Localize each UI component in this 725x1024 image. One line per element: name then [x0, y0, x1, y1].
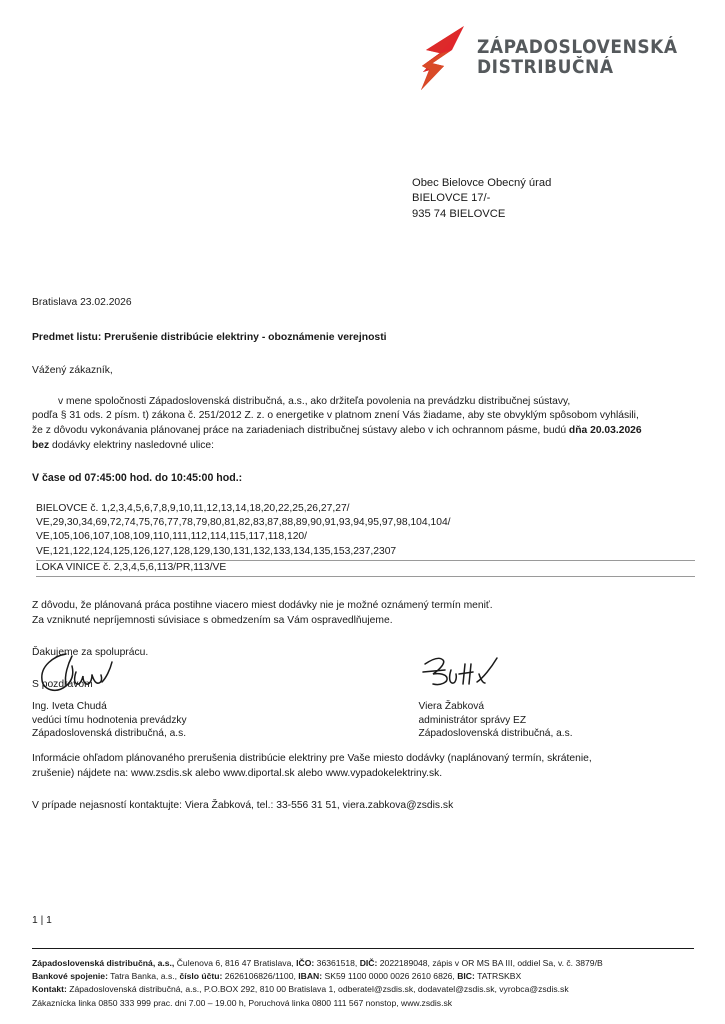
footer-divider	[32, 948, 694, 949]
page-number: 1 | 1	[32, 915, 52, 926]
signatory-role: administrátor správy EZ	[418, 714, 527, 726]
footer-dic-label: DIČ:	[359, 958, 378, 968]
main-paragraph	[32, 395, 695, 453]
signature-column-right	[419, 650, 593, 741]
letter-subject: Predmet listu: Prerušenie distribúcie elektriny - oboznámenie verejnosti	[32, 331, 387, 343]
street-line: VE,105,106,107,108,109,110,111,112,114,115,117,118,120/	[36, 531, 308, 543]
para1-line-1: v mene spoločnosti Západoslovenská distribučná, a.s., ako držiteľa povolenia na prevádzku distribučnej sústavy,	[58, 395, 571, 407]
footer-line-contact	[32, 983, 712, 996]
company-logo	[420, 26, 695, 90]
regards-line: S pozdravom	[32, 679, 93, 691]
footer-company-name: Západoslovenská distribučná, a.s.,	[32, 958, 175, 968]
footer-bic-value: TATRSKBX	[474, 971, 522, 982]
footer-ico-value: 36361518,	[314, 958, 360, 968]
info-line-1: Informácie ohľadom plánovaného prerušenia distribúcie elektriny pre Vaše miesto dodávky (naplánovaný termín, skrátenie,	[32, 753, 592, 764]
logo-line-1: ZÁPADOSLOVENSKÁ	[476, 37, 678, 59]
street-line: VE,121,122,124,125,126,127,128,129,130,131,132,133,134,135,153,237,2307	[36, 545, 397, 557]
para1-line-3: že z dôvodu vykonávania plánovanej práce na zariadeniach distribučnej sústavy alebo v ich ochrannom pásme, budú	[32, 424, 569, 436]
logo-line-2: DISTRIBUČNÁ	[476, 57, 614, 78]
footer-bic-label: BIC:	[457, 971, 475, 982]
signatory-details-right	[419, 700, 593, 741]
street-group	[36, 561, 695, 577]
street-line: LOKA VINICE č. 2,3,4,5,6,113/PR,113/VE	[36, 561, 227, 573]
para2-line-2: Za vzniknuté nepríjemnosti súvisiace s obmedzením sa Vám ospravedlňujeme.	[32, 614, 393, 626]
footer-iban-value: SK59 1100 0000 0026 2610 6826,	[322, 971, 458, 982]
closing-paragraph	[32, 599, 695, 628]
recipient-address	[412, 176, 551, 222]
additional-information	[32, 752, 697, 814]
footer-contact-value: Západoslovenská distribučná, a.s., P.O.BOX 292, 810 00 Bratislava 1, odberatel@zsdis.sk, dodavatel@zsdis.sk, vyrobca@zsdis.sk	[66, 984, 569, 995]
outage-date: dňa 20.03.2026	[568, 424, 642, 436]
footer-iban-label: IBAN:	[298, 971, 323, 982]
footer-ico-label: IČO:	[296, 958, 315, 968]
place-and-date: Bratislava 23.02.2026	[32, 297, 132, 308]
para2-line-1: Z dôvodu, že plánovaná práca postihne viacero miest dodávky nie je možné oznámený termín meniť.	[32, 600, 493, 612]
address-line-1: Obec Bielovce Obecný úrad	[412, 177, 552, 189]
signatory-role: vedúci tímu hodnotenia prevádzky	[32, 714, 187, 726]
signatory-details-left	[32, 700, 206, 741]
street-group	[36, 502, 695, 561]
lightning-bolt-icon	[420, 26, 466, 90]
affected-streets-list	[32, 502, 695, 577]
footer-bank-name: Tatra Banka, a.s.,	[107, 971, 180, 982]
signatory-name: Ing. Iveta Chudá	[32, 701, 107, 712]
signature-image-iveta-chuda	[32, 650, 206, 698]
signature-block	[32, 650, 592, 741]
footer-contact-label: Kontakt:	[32, 984, 67, 995]
footer-line-company	[32, 957, 712, 970]
footer-company-address: Čulenova 6, 816 47 Bratislava,	[174, 958, 297, 968]
salutation: Vážený zákazník,	[32, 365, 113, 377]
outage-time-range: V čase od 07:45:00 hod. do 10:45:00 hod.:	[32, 472, 243, 485]
footer-account-value: 2626106826/1100,	[222, 971, 299, 982]
street-line: BIELOVCE č. 1,2,3,4,5,6,7,8,9,10,11,12,13,14,18,20,22,25,26,27,27/	[36, 502, 350, 514]
footer-line-hotlines: Zákaznícka linka 0850 333 999 prac. dni 7.00 – 19.00 h, Poruchová linka 0800 111 567 nonstop, www.zsdis.sk	[32, 997, 453, 1008]
address-line-3: 935 74 BIELOVCE	[412, 207, 506, 220]
footer-bank-label: Bankové spojenie:	[32, 971, 108, 982]
signatory-name: Viera Žabková	[418, 701, 485, 712]
street-line: VE,29,30,34,69,72,74,75,76,77,78,79,80,81,82,83,87,88,89,90,91,93,94,95,97,98,104,104/	[36, 517, 451, 529]
info-line-2: zrušenie) nájdete na: www.zsdis.sk alebo www.diportal.sk alebo www.vypadokelektriny.sk.	[32, 767, 443, 779]
thanks-line: Ďakujeme za spoluprácu.	[32, 647, 149, 659]
footer-account-label: číslo účtu:	[179, 971, 223, 982]
signature-image-viera-zabkova	[419, 650, 593, 698]
footer-line-bank	[32, 970, 712, 983]
signature-column-left	[32, 650, 206, 741]
para1-bez: bez	[32, 439, 50, 451]
para1-line-2: podľa § 31 ods. 2 písm. t) zákona č. 251/2012 Z. z. o energetike v platnom znení Vás žiadame, aby ste obvyklým spôsobom vyhlásili,	[32, 410, 639, 422]
para1-line-4: dodávky elektriny nasledovné ulice:	[49, 439, 215, 451]
footer-dic-value: 2022189048, zápis v OR MS BA III, oddiel Sa, v. č. 3879/B	[377, 958, 603, 968]
document-footer	[32, 957, 712, 1010]
address-line-2: BIELOVCE 17/-	[412, 192, 491, 205]
contact-line: V prípade nejasností kontaktujte: Viera Žabková, tel.: 33-556 31 51, viera.zabkova@zsdis.sk	[32, 800, 454, 812]
signatory-company: Západoslovenská distribučná, a.s.	[32, 728, 187, 740]
letter-body	[32, 296, 695, 693]
signatory-company: Západoslovenská distribučná, a.s.	[418, 728, 573, 740]
